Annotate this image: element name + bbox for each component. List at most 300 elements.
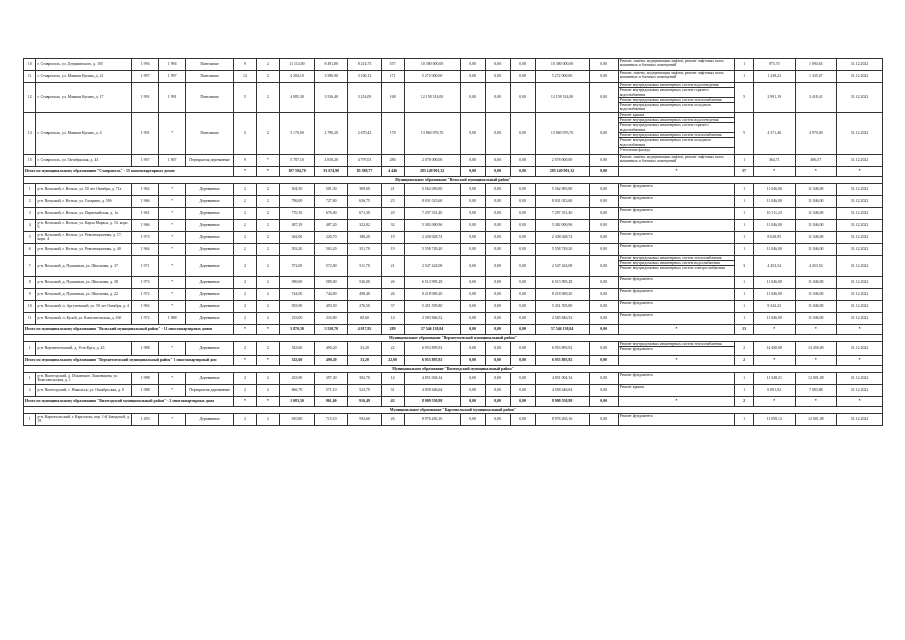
cell-k: 1 [735,372,754,384]
cell-oth: 0,00 [589,71,618,83]
cell-addr: р-н. Вельский, д. Пушкиная, ул. Школьная, д. 37 [36,255,132,276]
cell-f3: 0,00 [510,413,535,425]
cell-res: 26 [381,276,404,288]
cell-n: 7 [24,255,36,276]
cell-n: 8 [24,276,36,288]
cell-oth: 0,00 [589,372,618,384]
cell-cost: 5 272 000,00 [404,71,460,83]
table-row [24,71,883,83]
cell-n: 10 [24,300,36,312]
work-item: Ремонт внутридомовых инженерных систем горячего водоснабжения [619,88,734,98]
cell-works [618,255,734,276]
total-s3: 4 017,95 [348,324,381,334]
cell-p: 11 046,00 [753,219,795,231]
work-item: Ремонт, замена, модернизация лифтов, ремонт лифтовых шахт, машинных и блочных помещений [619,59,725,68]
cell-f1: 0,00 [460,219,485,231]
cell-y1: 1 964 [132,243,159,255]
cell-f2: 0,00 [485,312,510,324]
cell-y1: 1 988 [132,384,159,396]
cell-p: 4 453,54 [753,255,795,276]
cell-addr: р-н. Вельский, г. Вельск, ул. Гагарина, д. 59б [36,195,132,207]
cell-y2: 1 994 [159,59,186,71]
table-row [24,413,883,425]
table-row [24,231,883,243]
cell-mat: Деревянные [186,255,234,276]
cell-s1: 786,00 [279,195,314,207]
cell-cost: 8 218 069,20 [404,288,460,300]
total-k: 57 [735,166,754,176]
total-s1: 1 083,30 [279,396,314,406]
cell-y1: 1 962 [132,183,159,195]
cell-f2: 0,00 [485,288,510,300]
cell-ent: 2 [256,372,279,384]
total-f2: 0,00 [485,324,510,334]
work-item: Ремонт фундамента [619,243,653,248]
cell-cost: 2 547 424,08 [404,255,460,276]
total-f3: 0,00 [510,324,535,334]
cell-own: 2 438 028,74 [535,231,589,243]
cell-addr: р-н. Вельский, д. Пушкиная, ул. Школьная, д. 38 [36,276,132,288]
cell-p: 8 628,85 [753,231,795,243]
cell-own: 5 272 000,00 [535,71,589,83]
cell-f2: 0,00 [485,255,510,276]
cell-addr: р-н. Вельский, г. Вельск, ул. Первомайская, д. 1а [36,207,132,219]
table-row [24,112,883,154]
cell-p: 11 046,00 [753,288,795,300]
cell-n: 1 [24,413,36,425]
cell-fl: 9 [234,59,257,71]
cell-q: 1 094,65 [795,59,837,71]
section-header-row [24,365,883,372]
work-item: Ремонт фундамента [619,347,653,352]
total-b: * [256,396,279,406]
cell-f3: 0,00 [510,183,535,195]
cell-y1: 1 994 [132,59,159,71]
cell-f1: 0,00 [460,300,485,312]
cell-y2: * [159,243,186,255]
cell-addr: р-н. Вельский, п. Кулой, ул. Комсомольская, д. 16б [36,312,132,324]
cell-s1: 433,90 [279,372,314,384]
cell-y1: 1 991 [132,83,159,113]
table-row [24,276,883,288]
total-res: 4 446 [381,166,404,176]
cell-d: 31.12.2022 [837,384,883,396]
total-own: 57 546 138,04 [535,324,589,334]
cell-p: 11 058,12 [753,413,795,425]
work-item: Ремонт фундамента [619,413,653,418]
work-item: Ремонт внутридомовых инженерных систем теплоснабжения [619,98,734,103]
cell-p: 11 046,00 [753,276,795,288]
total-p: * [753,355,795,365]
cell-s2: 493,50 [315,300,348,312]
cell-res: 21 [381,255,404,276]
cell-y2: * [159,372,186,384]
cell-addr: г. Ставрополь, ул. Мамина Купава, д. 21 [36,71,132,83]
cell-f2: 0,00 [485,112,510,154]
total-row [24,166,883,176]
cell-ent: 2 [256,195,279,207]
cell-y2: * [159,219,186,231]
cell-res: 171 [381,71,404,83]
cell-y1: 1 963 [132,300,159,312]
cell-f2: 0,00 [485,183,510,195]
work-item: Ремонт внутридомовых инженерных систем водоотведения [619,118,734,123]
cell-d: 31.12.2022 [837,276,883,288]
cell-y2: * [159,255,186,276]
total-d: * [837,355,883,365]
cell-mat: Деревянные [186,312,234,324]
total-k: 2 [735,355,754,365]
cell-f3: 0,00 [510,71,535,83]
table-row [24,59,883,71]
cell-addr: г. Ставрополь, ул. Дзержинского, д. 105 [36,59,132,71]
section-title: Муниципальное образование "Верхнетоемский муниципальный район" [24,334,883,341]
work-item: Ремонт внутридомовых инженерных систем теплоснабжения [619,133,734,138]
cell-q: 11 046,00 [795,288,837,300]
cell-s1: 744,00 [279,288,314,300]
cell-s2: 727,00 [315,195,348,207]
cell-addr: р-н. Вельский, г. Вельск, ул. Революционная, д. 40 [36,243,132,255]
cell-p: 11 046,00 [753,195,795,207]
cell-s2: 676,00 [315,207,348,219]
total-label: Итого по муниципальному образованию "Верхнетоемский муниципальный район" 1 многоквартирный дом [24,355,234,365]
cell-p: 2 991,19 [753,83,795,113]
cell-own: 4 058 446,64 [535,384,589,396]
cell-n: 15 [24,154,36,166]
cell-n: 1 [24,372,36,384]
total-f2: 0,00 [485,396,510,406]
cell-f1: 0,00 [460,83,485,113]
cell-s2: 8 491,80 [315,59,348,71]
cell-ent: 2 [256,83,279,113]
total-cost: 285 149 901,32 [404,166,460,176]
cell-works [618,195,734,207]
cell-s1: 5 787,10 [279,154,314,166]
cell-oth: 0,00 [589,243,618,255]
cell-fl: 2 [234,413,257,425]
cell-res: 20 [381,207,404,219]
cell-mat: Перекрытия деревянные [186,154,234,166]
cell-f3: 0,00 [510,231,535,243]
cell-k: 3 [735,255,754,276]
total-q: * [795,396,837,406]
cell-s3: 33,20 [348,341,381,355]
cell-works [618,71,734,83]
cell-y2: * [159,183,186,195]
table-row [24,312,883,324]
cell-y1: 1 991 [132,112,159,154]
cell-fl: 2 [234,288,257,300]
total-row [24,324,883,334]
cell-d: 31.12.2022 [837,59,883,71]
cell-k: 1 [735,300,754,312]
cell-f3: 0,00 [510,219,535,231]
total-q: * [795,166,837,176]
cell-k: 1 [735,276,754,288]
cell-f2: 0,00 [485,59,510,71]
total-w: * [618,166,734,176]
total-f2: 0,00 [485,355,510,365]
cell-d: 31.12.2022 [837,341,883,355]
repair-register-table [23,58,883,426]
cell-s2: 220,70 [315,231,348,243]
cell-f3: 0,00 [510,207,535,219]
work-item: Ремонт фундамента [619,195,653,200]
work-item: Ремонт фундамента [619,183,653,188]
cell-y2: * [159,231,186,243]
total-b: * [256,166,279,176]
section-title: Муниципальное образование "Каргопольский муниципальный район" [24,406,883,413]
cell-d: 31.12.2022 [837,231,883,243]
cell-f1: 0,00 [460,243,485,255]
total-f1: 0,00 [460,166,485,176]
table-row [24,300,883,312]
register-sheet [23,58,883,426]
cell-own: 12 158 314,00 [535,83,589,113]
cell-own: 8 218 069,20 [535,288,589,300]
cell-ent: 2 [256,255,279,276]
cell-y1: 1 972 [132,312,159,324]
total-f1: 0,00 [460,324,485,334]
cell-s1: 504,50 [279,183,314,195]
total-s1: 5 870,30 [279,324,314,334]
total-a: * [234,396,257,406]
cell-f1: 0,00 [460,183,485,195]
cell-f2: 0,00 [485,372,510,384]
table-row [24,243,883,255]
cell-addr: р-н. Вилегодский, с. Никольск, ул. Октябрьская, д. 8 [36,384,132,396]
cell-cost: 4 851 004,34 [404,372,460,384]
cell-f2: 0,00 [485,243,510,255]
work-item: Ремонт внутридомовых инженерных систем электроснабжения [619,266,725,271]
total-k: 13 [735,324,754,334]
cell-cost: 5 451 595,80 [404,300,460,312]
cell-s3: 636,75 [348,195,381,207]
total-w: * [618,324,734,334]
cell-works [618,83,734,113]
total-oth: 0,00 [589,396,618,406]
cell-addr: р-н. Вилегодский, д. Ильинское, Лыковщина, ул. Комсомольская, д. 1 [36,372,132,384]
total-q: * [795,355,837,365]
table-row [24,255,883,276]
cell-n: 10 [24,59,36,71]
cell-f1: 0,00 [460,413,485,425]
total-label: Итого по муниципальному образованию "Вилегодский муниципальный район" - 2 многоквартирных дома [24,396,234,406]
cell-cost: 6 513 995,28 [404,276,460,288]
cell-f1: 0,00 [460,59,485,71]
cell-s3: 523,79 [348,384,381,396]
cell-ent: 2 [256,71,279,83]
cell-f1: 0,00 [460,207,485,219]
cell-ent: 2 [256,207,279,219]
cell-f1: 0,00 [460,255,485,276]
cell-f1: 0,00 [460,312,485,324]
cell-res: 22 [381,341,404,355]
section-title: Муниципальное образование "Вилегодский муниципальный район" [24,365,883,372]
cell-s3: 8 214,75 [348,59,381,71]
cell-d: 31.12.2022 [837,83,883,113]
cell-cost: 6 953 895,92 [404,341,460,355]
cell-own: 5 451 595,80 [535,300,589,312]
cell-s3: 4 797,03 [348,154,381,166]
cell-y1: 1 972 [132,288,159,300]
cell-q: 4 970,00 [795,112,837,154]
cell-own: 2 547 424,08 [535,255,589,276]
work-item: Ремонт внутридомовых инженерных систем холодного водоснабжения [619,138,734,148]
cell-s3: 322,82 [348,219,381,231]
cell-d: 31.12.2022 [837,219,883,231]
total-label: Итого по муниципальному образованию "Вельский муниципальный район" - 11 многоквартирных домов [24,324,234,334]
cell-f3: 0,00 [510,195,535,207]
cell-cost: 7 297 351,40 [404,207,460,219]
cell-y1: 1 973 [132,276,159,288]
cell-mat: Деревянные [186,219,234,231]
cell-y1: 1 988 [132,341,159,355]
cell-p: 14 450,00 [753,341,795,355]
cell-d: 31.12.2022 [837,372,883,384]
work-item: Ремонт фундамента [619,219,653,224]
cell-works [618,288,734,300]
cell-f3: 0,00 [510,276,535,288]
total-res: 45 [381,396,404,406]
cell-works [618,154,734,166]
cell-q: 496,57 [795,154,837,166]
work-item: Утепление фасада [619,147,650,152]
cell-d: 31.12.2022 [837,183,883,195]
cell-res: 14 [381,372,404,384]
cell-f2: 0,00 [485,300,510,312]
cell-d: 31.12.2022 [837,413,883,425]
cell-s3: 276,50 [348,300,381,312]
cell-q: 11 046,00 [795,243,837,255]
total-f3: 0,00 [510,166,535,176]
cell-d: 31.12.2022 [837,112,883,154]
work-item: Ремонт внутридомовых инженерных систем водоснабжения [619,261,734,266]
total-f1: 0,00 [460,396,485,406]
table-row [24,288,883,300]
cell-fl: 2 [234,243,257,255]
cell-f3: 0,00 [510,154,535,166]
cell-oth: 0,00 [589,288,618,300]
total-b: * [256,355,279,365]
cell-works [618,59,734,71]
cell-d: 31.12.2022 [837,255,883,276]
work-item: Ремонт внутридомовых инженерных систем холодного водоснабжения [619,103,712,112]
cell-p: 364,71 [753,154,795,166]
cell-res: 280 [381,154,404,166]
cell-f1: 0,00 [460,112,485,154]
cell-s2: 589,00 [315,276,348,288]
work-item: Ремонт внутридомовых инженерных систем водоотведения [619,83,734,88]
cell-d: 31.12.2022 [837,154,883,166]
cell-f3: 0,00 [510,112,535,154]
cell-k: 1 [735,243,754,255]
cell-d: 31.12.2022 [837,207,883,219]
cell-q: 12 001,08 [795,372,837,384]
total-d: * [837,324,883,334]
cell-mat: Панельные [186,83,234,113]
cell-s3: 2 670,42 [348,112,381,154]
cell-q: 1 335,67 [795,71,837,83]
cell-oth: 0,00 [589,231,618,243]
total-own: 6 953 895,92 [535,355,589,365]
cell-f2: 0,00 [485,71,510,83]
cell-f1: 0,00 [460,341,485,355]
cell-res: 19 [381,231,404,243]
cell-p: 1 238,22 [753,71,795,83]
cell-f3: 0,00 [510,341,535,355]
cell-cost: 8 976 265,16 [404,413,460,425]
cell-s1: 3 170,00 [279,112,314,154]
cell-own: 6 953 895,92 [535,341,589,355]
cell-cost: 10 380 000,00 [404,59,460,71]
cell-fl: 2 [234,384,257,396]
cell-d: 31.12.2022 [837,243,883,255]
work-item: Ремонт, замена, модернизация лифтов, ремонт лифтовых шахт, машинных и блочных помещений [619,71,725,80]
cell-k: 1 [735,71,754,83]
cell-f3: 0,00 [510,243,535,255]
total-p: * [753,396,795,406]
cell-ent: 2 [256,112,279,154]
total-w: * [618,355,734,365]
cell-addr: р-н. Вельский, г. Вельск, ул. 50 лет Октября, д. 71а [36,183,132,195]
cell-q: 11 046,00 [795,300,837,312]
cell-works [618,243,734,255]
cell-y1: 1 961 [132,207,159,219]
cell-f2: 0,00 [485,207,510,219]
work-item: Ремонт фундамента [619,312,653,317]
total-f3: 0,00 [510,396,535,406]
cell-f3: 0,00 [510,312,535,324]
cell-y1: 1 997 [132,71,159,83]
total-own: 8 909 550,98 [535,396,589,406]
cell-s2: 3 586,90 [315,71,348,83]
cell-s2: 3 536,40 [315,83,348,113]
cell-fl: 2 [234,312,257,324]
total-q: * [795,324,837,334]
cell-f2: 0,00 [485,83,510,113]
cell-addr: р-н. Верхнетоемский, д. Усть-Ерга, д. 43 [36,341,132,355]
cell-n: 2 [24,195,36,207]
cell-works [618,112,734,154]
cell-d: 31.12.2022 [837,300,883,312]
cell-f1: 0,00 [460,71,485,83]
cell-s1: 583,90 [279,300,314,312]
cell-works [618,312,734,324]
cell-fl: 2 [234,231,257,243]
cell-res: 168 [381,83,404,113]
total-a: * [234,355,257,365]
cell-y2: * [159,195,186,207]
cell-y2: * [159,341,186,355]
cell-res: 31 [381,384,404,396]
cell-k: 1 [735,59,754,71]
section-header-row [24,406,883,413]
cell-own: 8 031 023,60 [535,195,589,207]
cell-cost: 8 031 023,60 [404,195,460,207]
cell-y1: 1 988 [132,372,159,384]
cell-f3: 0,00 [510,59,535,71]
cell-s2: 501,30 [315,183,348,195]
cell-s3: 351,70 [348,243,381,255]
cell-s1: 503,20 [279,243,314,255]
cell-mat: Деревянные [186,341,234,355]
cell-s3: 389,60 [348,183,381,195]
cell-s2: 744,00 [315,288,348,300]
cell-y2: * [159,413,186,425]
cell-y2: * [159,384,186,396]
cell-oth: 0,00 [589,255,618,276]
